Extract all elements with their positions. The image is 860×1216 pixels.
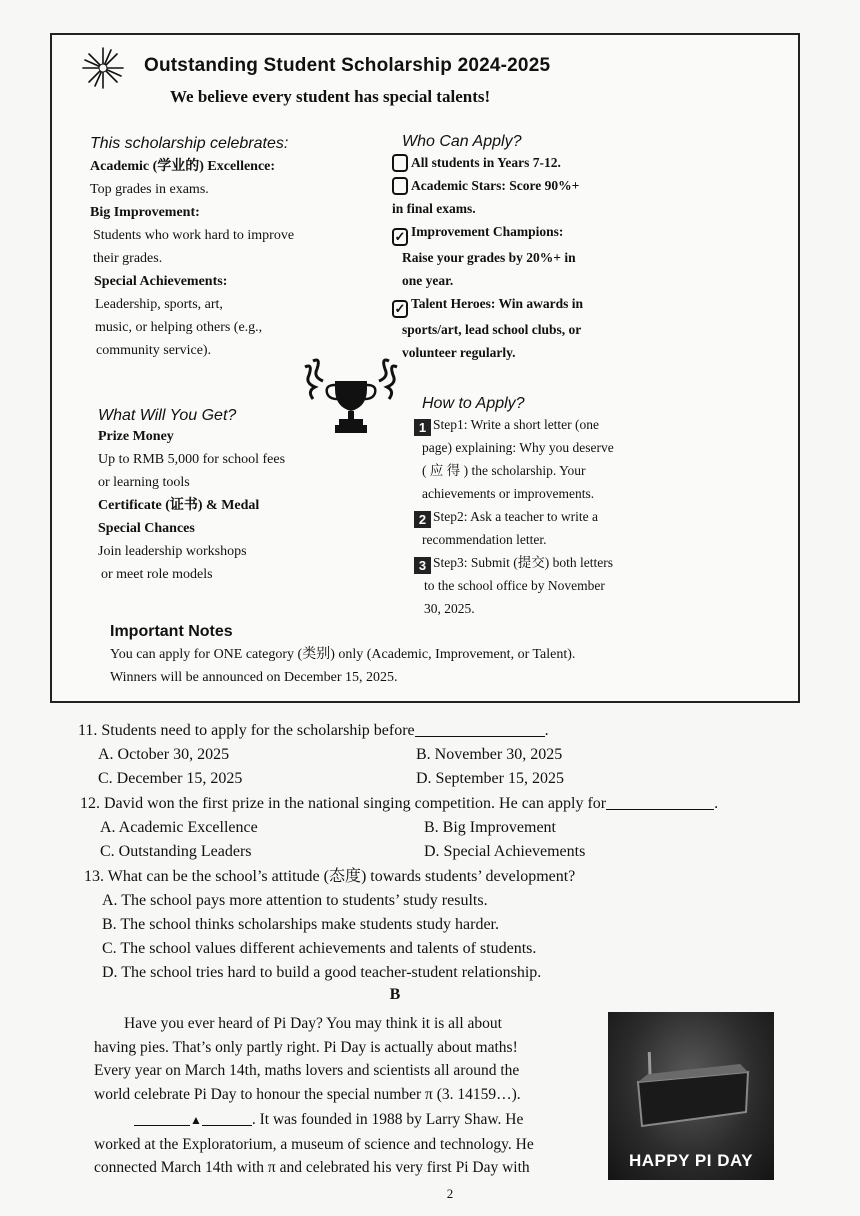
step3-line-2: to the school office by November (424, 578, 605, 593)
step2-line-1: Step2: Ask a teacher to write a (433, 509, 598, 524)
checkbox-icon (392, 177, 408, 195)
q13-option-b: B. The school thinks scholarships make students study harder. (102, 916, 499, 933)
question-11 (78, 719, 808, 791)
special-desc-3: community service). (96, 343, 212, 358)
step-1-badge: 1 (414, 419, 431, 436)
q11-end: . (544, 722, 549, 739)
scholarship-flyer (50, 33, 800, 703)
p2-line-3: connected March 14th with π and celebrated his very first Pi Day with (94, 1159, 530, 1176)
step-3-badge: 3 (414, 557, 431, 574)
celebrates-heading: This scholarship celebrates: (90, 135, 289, 152)
passage-b-label: B (389, 986, 401, 1003)
page-number: 2 (446, 1186, 454, 1201)
firework-icon (80, 45, 126, 91)
q12-end: . (714, 795, 719, 812)
cert-title: Certificate (证书) & Medal (98, 498, 260, 513)
q11-option-d: D. September 15, 2025 (416, 770, 564, 787)
answer-blank (134, 1109, 190, 1126)
important-notes-section (110, 623, 790, 689)
academic-desc: Top grades in exams. (90, 182, 209, 197)
who-heading: Who Can Apply? (402, 133, 522, 150)
how-to-apply-section (414, 395, 664, 620)
q12-option-b: B. Big Improvement (424, 819, 556, 836)
p2-marker: ▲ (190, 1113, 202, 1127)
who-can-apply-section (392, 133, 662, 364)
q13-option-c: C. The school values different achievements and talents of students. (102, 940, 537, 957)
checked-box-icon: ✓ (392, 228, 408, 246)
chances-desc-2: or meet role models (101, 567, 213, 582)
question-12 (80, 792, 810, 864)
p1-line-4: world celebrate Pi Day to honour the special number π (3. 14159…). (94, 1085, 521, 1103)
special-desc-1: Leadership, sports, art, (95, 297, 223, 312)
pie-slice-icon (628, 1052, 758, 1142)
who-line-5: Raise your grades by 20%+ in (402, 250, 576, 265)
q11-stem: 11. Students need to apply for the scholarship before (78, 722, 415, 739)
how-heading: How to Apply? (422, 395, 525, 412)
step-2-badge: 2 (414, 511, 431, 528)
p1-line-2: having pies. That’s only partly right. Pi Day is actually about maths! (94, 1038, 518, 1056)
prize-title: Prize Money (98, 429, 174, 444)
prize-desc-2: or learning tools (98, 475, 190, 490)
q13-stem: 13. What can be the school’s attitude (态度) towards students’ development? (84, 868, 576, 885)
chances-desc-1: Join leadership workshops (98, 544, 247, 559)
flyer-subtitle: We believe every student has special talents! (170, 87, 491, 106)
improvement-title: Big Improvement: (90, 205, 200, 220)
step1-line-4: achievements or improvements. (422, 486, 595, 501)
get-heading: What Will You Get? (98, 407, 237, 424)
notes-line-2: Winners will be announced on December 15, 2025. (110, 670, 398, 685)
p2-line-1: . It was founded in 1988 by Larry Shaw. He (251, 1111, 524, 1128)
step1-line-2: page) explaining: Why you deserve (422, 440, 614, 455)
flyer-title: Outstanding Student Scholarship 2024-2025 (144, 55, 551, 76)
step3-line-1: Step3: Submit (提交) both letters (433, 555, 613, 570)
answer-blank (606, 793, 714, 810)
step2-line-2: recommendation letter. (422, 532, 547, 547)
notes-heading: Important Notes (110, 623, 233, 640)
q12-option-d: D. Special Achievements (424, 843, 586, 860)
step1-line-3: ( 应 得 ) the scholarship. Your (422, 463, 586, 478)
special-desc-2: music, or helping others (e.g., (95, 320, 263, 335)
q13-option-d: D. The school tries hard to build a good teacher-student relationship. (102, 964, 542, 981)
q12-option-c: C. Outstanding Leaders (100, 843, 252, 860)
who-line-1: All students in Years 7-12. (411, 155, 561, 170)
what-you-get-section (98, 407, 398, 586)
who-line-9: volunteer regularly. (402, 345, 516, 360)
q13-option-a: A. The school pays more attention to students’ study results. (102, 892, 488, 909)
q11-option-a: A. October 30, 2025 (98, 746, 230, 763)
improvement-desc-2: their grades. (93, 251, 163, 266)
special-title: Special Achievements: (94, 274, 228, 289)
who-line-4: Improvement Champions: (411, 224, 564, 239)
step3-line-3: 30, 2025. (424, 601, 475, 616)
pi-day-caption: HAPPY PI DAY (628, 1151, 754, 1170)
q11-option-b: B. November 30, 2025 (416, 746, 563, 763)
step1-line-1: Step1: Write a short letter (one (433, 417, 600, 432)
passage-b-paragraph-1 (94, 1012, 596, 1106)
p1-line-3: Every year on March 14th, maths lovers and scientists all around the (94, 1062, 520, 1079)
checked-box-icon: ✓ (392, 300, 408, 318)
answer-blank (202, 1109, 252, 1126)
passage-b-paragraph-2 (94, 1108, 600, 1180)
improvement-desc-1: Students who work hard to improve (93, 228, 295, 243)
celebrates-section (90, 135, 410, 362)
q12-stem: 12. David won the first prize in the national singing competition. He can apply for (80, 795, 607, 812)
chances-title: Special Chances (98, 521, 195, 536)
pi-day-photo (608, 1012, 774, 1180)
p1-line-1: Have you ever heard of Pi Day? You may think it is all about (124, 1015, 502, 1032)
academic-title: Academic (学业的) Excellence: (90, 159, 276, 174)
q12-option-a: A. Academic Excellence (100, 819, 258, 836)
q11-option-c: C. December 15, 2025 (98, 770, 243, 787)
answer-blank (415, 720, 545, 737)
who-line-8: sports/art, lead school clubs, or (402, 322, 582, 337)
prize-desc-1: Up to RMB 5,000 for school fees (98, 452, 286, 467)
notes-line-1: You can apply for ONE category (类别) only (Academic, Improvement, or Talent). (110, 647, 576, 662)
who-line-7: Talent Heroes: Win awards in (411, 296, 584, 311)
who-line-2: Academic Stars: Score 90%+ (411, 178, 580, 193)
who-line-3: in final exams. (392, 201, 476, 216)
checkbox-icon (392, 154, 408, 172)
question-13 (84, 865, 814, 985)
who-line-6: one year. (402, 273, 454, 288)
p2-line-2: worked at the Exploratorium, a museum of science and technology. He (94, 1135, 534, 1153)
